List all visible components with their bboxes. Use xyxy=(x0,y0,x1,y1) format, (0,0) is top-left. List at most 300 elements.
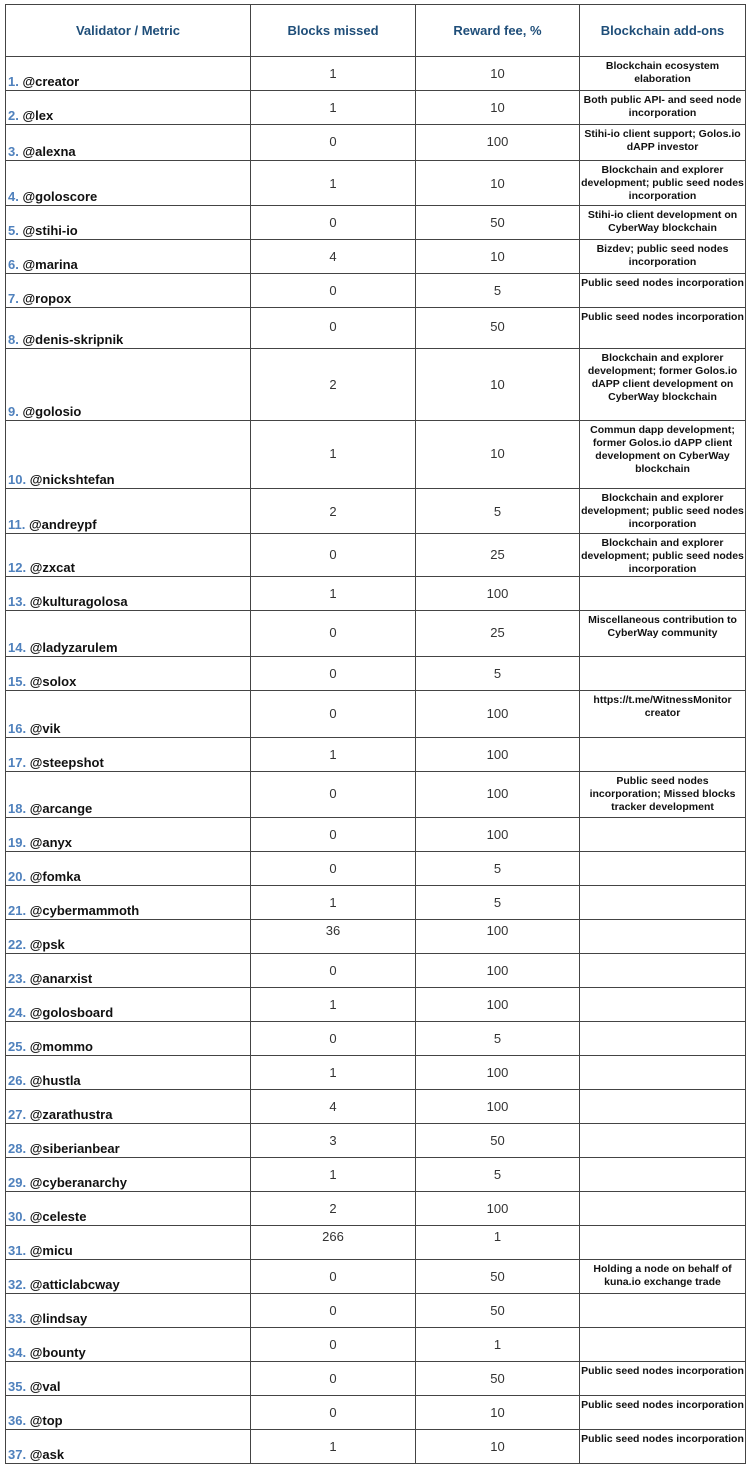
reward-fee-value: 5 xyxy=(493,283,502,298)
table-row xyxy=(6,240,746,274)
row-number: 24. xyxy=(8,1005,27,1020)
row-number: 32. xyxy=(8,1277,27,1292)
validator-name: @solox xyxy=(29,674,77,689)
reward-fee-value: 5 xyxy=(493,504,502,519)
validator-name: @golosio xyxy=(22,404,82,419)
blocks-missed-cell xyxy=(251,1124,416,1158)
addon-cell: Miscellaneous contribution to CyberWay community xyxy=(580,611,746,657)
addon-cell: https://t.me/WitnessMonitor creator xyxy=(580,691,746,738)
reward-fee-value: 100 xyxy=(486,706,509,721)
reward-fee-cell xyxy=(416,161,580,206)
blocks-missed-cell xyxy=(251,534,416,577)
blocks-missed-value: 2 xyxy=(329,504,337,519)
validator-cell xyxy=(6,1294,251,1328)
addon-cell xyxy=(580,1056,746,1090)
reward-fee-value: 50 xyxy=(490,1303,505,1318)
validator-cell xyxy=(6,954,251,988)
table-row xyxy=(6,1430,746,1464)
validator-name: @ladyzarulem xyxy=(29,640,118,655)
table-row xyxy=(6,57,746,91)
addon-cell: Public seed nodes incorporation xyxy=(580,1430,746,1464)
validator-cell xyxy=(6,886,251,920)
validator-name: @top xyxy=(29,1413,63,1428)
blocks-missed-value: 0 xyxy=(329,827,337,842)
blocks-missed-value: 1 xyxy=(329,1439,337,1454)
reward-fee-cell xyxy=(416,954,580,988)
blocks-missed-cell xyxy=(251,421,416,489)
row-number: 25. xyxy=(8,1039,27,1054)
table-row xyxy=(6,577,746,611)
table-row xyxy=(6,91,746,125)
validator-name: @anarxist xyxy=(29,971,93,986)
addon-cell xyxy=(580,577,746,611)
reward-fee-cell xyxy=(416,920,580,954)
blocks-missed-value: 1 xyxy=(329,997,337,1012)
validator-cell xyxy=(6,125,251,161)
addon-cell xyxy=(580,1192,746,1226)
reward-fee-value: 50 xyxy=(490,1371,505,1386)
validator-name: @ask xyxy=(29,1447,65,1462)
reward-fee-value: 100 xyxy=(486,827,509,842)
blocks-missed-cell xyxy=(251,691,416,738)
reward-fee-value: 10 xyxy=(490,176,505,191)
validator-cell xyxy=(6,988,251,1022)
validator-name: @goloscore xyxy=(22,189,98,204)
blocks-missed-value: 0 xyxy=(329,706,337,721)
validator-cell xyxy=(6,206,251,240)
reward-fee-value: 10 xyxy=(490,1405,505,1420)
validator-name: @lindsay xyxy=(29,1311,88,1326)
reward-fee-cell xyxy=(416,1362,580,1396)
reward-fee-value: 5 xyxy=(493,861,502,876)
addon-cell: Blockchain and explorer development; former Golos.io dAPP client development on CyberWay blockchain xyxy=(580,349,746,421)
reward-fee-value: 1 xyxy=(493,1337,502,1352)
table-row xyxy=(6,1090,746,1124)
validator-cell xyxy=(6,1056,251,1090)
addon-cell xyxy=(580,886,746,920)
table-row xyxy=(6,1260,746,1294)
validator-cell xyxy=(6,91,251,125)
reward-fee-cell xyxy=(416,1226,580,1260)
addon-cell xyxy=(580,988,746,1022)
reward-fee-value: 100 xyxy=(486,747,509,762)
row-number: 34. xyxy=(8,1345,27,1360)
table-row xyxy=(6,954,746,988)
blocks-missed-value: 0 xyxy=(329,215,337,230)
blocks-missed-cell xyxy=(251,920,416,954)
validator-name: @arcange xyxy=(29,801,93,816)
validator-name: @celeste xyxy=(29,1209,87,1224)
reward-fee-cell xyxy=(416,852,580,886)
row-number: 22. xyxy=(8,937,27,952)
blocks-missed-value: 0 xyxy=(329,625,337,640)
row-number: 16. xyxy=(8,721,27,736)
blocks-missed-cell xyxy=(251,240,416,274)
blocks-missed-cell xyxy=(251,1226,416,1260)
addon-cell xyxy=(580,1328,746,1362)
validator-name: @hustla xyxy=(29,1073,81,1088)
blocks-missed-cell xyxy=(251,852,416,886)
table-row xyxy=(6,691,746,738)
validator-name: @denis-skripnik xyxy=(22,332,124,347)
validator-cell xyxy=(6,1124,251,1158)
table-row xyxy=(6,1124,746,1158)
validator-name: @micu xyxy=(29,1243,73,1258)
header-blocks-missed: Blocks missed xyxy=(251,5,416,57)
validator-cell xyxy=(6,274,251,308)
blocks-missed-cell xyxy=(251,988,416,1022)
blocks-missed-value: 1 xyxy=(329,1065,337,1080)
validator-cell xyxy=(6,1362,251,1396)
blocks-missed-value: 1 xyxy=(329,100,337,115)
validator-cell xyxy=(6,1022,251,1056)
table-row xyxy=(6,1362,746,1396)
blocks-missed-value: 0 xyxy=(329,1405,337,1420)
blocks-missed-value: 4 xyxy=(329,249,337,264)
validator-cell xyxy=(6,1430,251,1464)
row-number: 3. xyxy=(8,144,19,159)
validator-name: @kulturagolosa xyxy=(29,594,128,609)
blocks-missed-cell xyxy=(251,349,416,421)
table-row xyxy=(6,534,746,577)
validator-name: @andreypf xyxy=(28,517,97,532)
reward-fee-cell xyxy=(416,349,580,421)
blocks-missed-cell xyxy=(251,57,416,91)
blocks-missed-value: 0 xyxy=(329,1269,337,1284)
blocks-missed-cell xyxy=(251,657,416,691)
blocks-missed-value: 0 xyxy=(329,786,337,801)
table-row xyxy=(6,611,746,657)
addon-cell xyxy=(580,657,746,691)
table-row xyxy=(6,489,746,534)
blocks-missed-cell xyxy=(251,1430,416,1464)
reward-fee-cell xyxy=(416,125,580,161)
addon-cell xyxy=(580,852,746,886)
reward-fee-cell xyxy=(416,772,580,818)
validator-name: @nickshtefan xyxy=(29,472,115,487)
validator-cell xyxy=(6,691,251,738)
reward-fee-cell xyxy=(416,1158,580,1192)
table-row xyxy=(6,852,746,886)
blocks-missed-value: 0 xyxy=(329,861,337,876)
blocks-missed-cell xyxy=(251,1192,416,1226)
blocks-missed-value: 3 xyxy=(329,1133,337,1148)
blocks-missed-value: 1 xyxy=(329,446,337,461)
blocks-missed-cell xyxy=(251,818,416,852)
validator-name: @fomka xyxy=(29,869,81,884)
reward-fee-cell xyxy=(416,1192,580,1226)
validator-cell xyxy=(6,818,251,852)
addon-cell xyxy=(580,920,746,954)
blocks-missed-value: 0 xyxy=(329,1371,337,1386)
validator-name: @stihi-io xyxy=(22,223,78,238)
validator-name: @creator xyxy=(22,74,80,89)
reward-fee-value: 50 xyxy=(490,1269,505,1284)
table-row xyxy=(6,421,746,489)
reward-fee-cell xyxy=(416,421,580,489)
table-row xyxy=(6,349,746,421)
blocks-missed-value: 0 xyxy=(329,1337,337,1352)
blocks-missed-value: 4 xyxy=(329,1099,337,1114)
table-row xyxy=(6,988,746,1022)
reward-fee-cell xyxy=(416,1124,580,1158)
validator-name: @atticlabcway xyxy=(29,1277,120,1292)
blocks-missed-value: 1 xyxy=(329,586,337,601)
validator-cell xyxy=(6,738,251,772)
blocks-missed-value: 266 xyxy=(322,1229,344,1244)
validator-cell xyxy=(6,577,251,611)
blocks-missed-cell xyxy=(251,1056,416,1090)
reward-fee-value: 5 xyxy=(493,666,502,681)
validator-name: @zxcat xyxy=(29,560,75,575)
reward-fee-cell xyxy=(416,206,580,240)
row-number: 28. xyxy=(8,1141,27,1156)
row-number: 23. xyxy=(8,971,27,986)
blocks-missed-cell xyxy=(251,1090,416,1124)
validator-cell xyxy=(6,1090,251,1124)
reward-fee-value: 100 xyxy=(486,786,509,801)
blocks-missed-cell xyxy=(251,611,416,657)
validator-cell xyxy=(6,657,251,691)
reward-fee-value: 100 xyxy=(486,1099,509,1114)
reward-fee-value: 10 xyxy=(490,377,505,392)
row-number: 12. xyxy=(8,560,27,575)
reward-fee-value: 50 xyxy=(490,319,505,334)
addon-cell: Public seed nodes incorporation; Missed blocks tracker development xyxy=(580,772,746,818)
reward-fee-value: 100 xyxy=(486,997,509,1012)
blocks-missed-cell xyxy=(251,161,416,206)
addon-cell: Stihi-io client support; Golos.io dAPP investor xyxy=(580,125,746,161)
validator-cell xyxy=(6,1226,251,1260)
row-number: 33. xyxy=(8,1311,27,1326)
reward-fee-cell xyxy=(416,886,580,920)
row-number: 14. xyxy=(8,640,27,655)
validator-name: @bounty xyxy=(29,1345,86,1360)
reward-fee-cell xyxy=(416,577,580,611)
reward-fee-value: 50 xyxy=(490,215,505,230)
blocks-missed-cell xyxy=(251,954,416,988)
reward-fee-cell xyxy=(416,91,580,125)
validator-name: @vik xyxy=(29,721,61,736)
blocks-missed-value: 2 xyxy=(329,377,337,392)
blocks-missed-cell xyxy=(251,772,416,818)
blocks-missed-cell xyxy=(251,1158,416,1192)
reward-fee-value: 100 xyxy=(486,586,509,601)
reward-fee-cell xyxy=(416,691,580,738)
blocks-missed-cell xyxy=(251,1022,416,1056)
addon-cell: Public seed nodes incorporation xyxy=(580,1396,746,1430)
blocks-missed-value: 0 xyxy=(329,1031,337,1046)
validator-name: @mommo xyxy=(29,1039,93,1054)
row-number: 27. xyxy=(8,1107,27,1122)
reward-fee-cell xyxy=(416,611,580,657)
validator-name: @alexna xyxy=(22,144,76,159)
row-number: 21. xyxy=(8,903,27,918)
reward-fee-cell xyxy=(416,738,580,772)
row-number: 35. xyxy=(8,1379,27,1394)
validators-table xyxy=(5,4,746,1464)
reward-fee-cell xyxy=(416,308,580,349)
reward-fee-cell xyxy=(416,274,580,308)
blocks-missed-value: 1 xyxy=(329,1167,337,1182)
row-number: 13. xyxy=(8,594,27,609)
table-row xyxy=(6,738,746,772)
row-number: 19. xyxy=(8,835,27,850)
validator-name: @golosboard xyxy=(29,1005,114,1020)
reward-fee-cell xyxy=(416,818,580,852)
reward-fee-value: 25 xyxy=(490,547,505,562)
header-blockchain-addons: Blockchain add-ons xyxy=(580,5,746,57)
row-number: 17. xyxy=(8,755,27,770)
validator-cell xyxy=(6,161,251,206)
reward-fee-value: 10 xyxy=(490,446,505,461)
blocks-missed-value: 0 xyxy=(329,963,337,978)
addon-cell xyxy=(580,818,746,852)
reward-fee-value: 5 xyxy=(493,1031,502,1046)
blocks-missed-value: 0 xyxy=(329,283,337,298)
reward-fee-cell xyxy=(416,1022,580,1056)
validator-name: @marina xyxy=(22,257,78,272)
validator-name: @val xyxy=(29,1379,61,1394)
table-row xyxy=(6,886,746,920)
validator-cell xyxy=(6,772,251,818)
reward-fee-value: 100 xyxy=(486,134,509,149)
blocks-missed-cell xyxy=(251,1294,416,1328)
addon-cell xyxy=(580,1022,746,1056)
blocks-missed-cell xyxy=(251,308,416,349)
validator-name: @ropox xyxy=(22,291,72,306)
blocks-missed-value: 1 xyxy=(329,176,337,191)
addon-cell: Blockchain ecosystem elaboration xyxy=(580,57,746,91)
reward-fee-cell xyxy=(416,1056,580,1090)
blocks-missed-value: 1 xyxy=(329,895,337,910)
blocks-missed-cell xyxy=(251,489,416,534)
blocks-missed-cell xyxy=(251,1260,416,1294)
validator-cell xyxy=(6,1158,251,1192)
reward-fee-value: 10 xyxy=(490,1439,505,1454)
row-number: 31. xyxy=(8,1243,27,1258)
reward-fee-value: 10 xyxy=(490,66,505,81)
table-row xyxy=(6,1192,746,1226)
table-row xyxy=(6,1226,746,1260)
addon-cell: Stihi-io client development on CyberWay blockchain xyxy=(580,206,746,240)
validator-name: @zarathustra xyxy=(29,1107,113,1122)
validator-name: @cybermammoth xyxy=(29,903,140,918)
addon-cell: Both public API- and seed node incorporation xyxy=(580,91,746,125)
reward-fee-value: 5 xyxy=(493,895,502,910)
reward-fee-cell xyxy=(416,489,580,534)
row-number: 2. xyxy=(8,108,19,123)
table-row xyxy=(6,920,746,954)
validator-name: @siberianbear xyxy=(29,1141,120,1156)
header-reward-fee: Reward fee, % xyxy=(416,5,580,57)
row-number: 7. xyxy=(8,291,19,306)
row-number: 1. xyxy=(8,74,19,89)
validator-cell xyxy=(6,308,251,349)
row-number: 6. xyxy=(8,257,19,272)
validator-cell xyxy=(6,421,251,489)
reward-fee-value: 5 xyxy=(493,1167,502,1182)
reward-fee-value: 1 xyxy=(493,1229,502,1244)
row-number: 11. xyxy=(8,517,26,532)
validator-cell xyxy=(6,1396,251,1430)
reward-fee-value: 100 xyxy=(486,1065,509,1080)
row-number: 5. xyxy=(8,223,19,238)
row-number: 29. xyxy=(8,1175,27,1190)
blocks-missed-cell xyxy=(251,1396,416,1430)
validator-name: @anyx xyxy=(29,835,73,850)
reward-fee-value: 100 xyxy=(486,923,509,938)
addon-cell xyxy=(580,1124,746,1158)
table-row xyxy=(6,308,746,349)
addon-cell: Public seed nodes incorporation xyxy=(580,308,746,349)
blocks-missed-cell xyxy=(251,577,416,611)
reward-fee-cell xyxy=(416,1260,580,1294)
table-row xyxy=(6,818,746,852)
blocks-missed-value: 36 xyxy=(325,923,341,938)
addon-cell: Blockchain and explorer development; public seed nodes incorporation xyxy=(580,161,746,206)
addon-cell xyxy=(580,1090,746,1124)
validator-cell xyxy=(6,852,251,886)
table-row xyxy=(6,1294,746,1328)
reward-fee-value: 50 xyxy=(490,1133,505,1148)
blocks-missed-value: 0 xyxy=(329,319,337,334)
validator-name: @steepshot xyxy=(29,755,104,770)
row-number: 20. xyxy=(8,869,27,884)
blocks-missed-cell xyxy=(251,274,416,308)
reward-fee-cell xyxy=(416,1430,580,1464)
row-number: 10. xyxy=(8,472,27,487)
blocks-missed-cell xyxy=(251,125,416,161)
reward-fee-cell xyxy=(416,657,580,691)
reward-fee-cell xyxy=(416,1294,580,1328)
table-row xyxy=(6,657,746,691)
blocks-missed-value: 0 xyxy=(329,666,337,681)
reward-fee-cell xyxy=(416,1090,580,1124)
validator-cell xyxy=(6,611,251,657)
addon-cell xyxy=(580,1158,746,1192)
validator-cell xyxy=(6,1192,251,1226)
reward-fee-value: 25 xyxy=(490,625,505,640)
reward-fee-value: 100 xyxy=(486,1201,509,1216)
validator-name: @cyberanarchy xyxy=(29,1175,127,1190)
addon-cell xyxy=(580,1226,746,1260)
reward-fee-cell xyxy=(416,534,580,577)
blocks-missed-value: 1 xyxy=(329,747,337,762)
blocks-missed-value: 1 xyxy=(329,66,337,81)
table-row xyxy=(6,772,746,818)
table-row xyxy=(6,1158,746,1192)
row-number: 9. xyxy=(8,404,19,419)
reward-fee-cell xyxy=(416,988,580,1022)
blocks-missed-cell xyxy=(251,1362,416,1396)
blocks-missed-value: 2 xyxy=(329,1201,337,1216)
row-number: 30. xyxy=(8,1209,27,1224)
validator-cell xyxy=(6,240,251,274)
addon-cell: Public seed nodes incorporation xyxy=(580,1362,746,1396)
blocks-missed-cell xyxy=(251,886,416,920)
row-number: 4. xyxy=(8,189,19,204)
table-row xyxy=(6,274,746,308)
validator-name: @psk xyxy=(29,937,65,952)
validator-cell xyxy=(6,1328,251,1362)
table-row xyxy=(6,161,746,206)
validator-cell xyxy=(6,349,251,421)
row-number: 15. xyxy=(8,674,27,689)
reward-fee-cell xyxy=(416,240,580,274)
table-row xyxy=(6,1056,746,1090)
table-row xyxy=(6,1022,746,1056)
